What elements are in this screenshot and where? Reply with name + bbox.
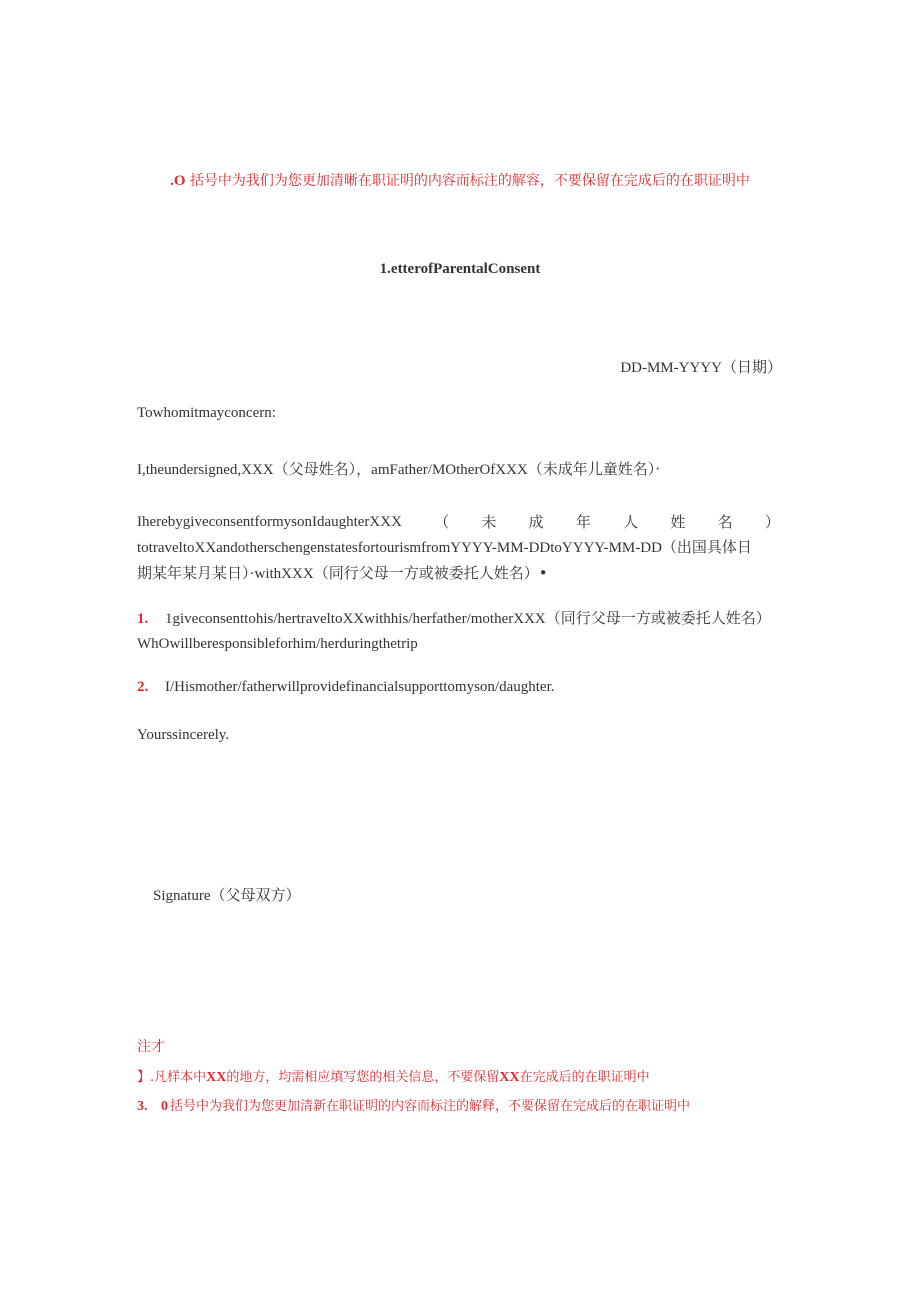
closing: Yourssincerely. xyxy=(137,727,230,743)
consent-line-3 xyxy=(137,561,780,587)
top-note-lead: .O xyxy=(170,173,186,189)
signature-cn: （父母双方） xyxy=(210,886,301,904)
note2-text: 括号中为我们为您更加清新在职证明的内容而标注的解释，不要保留在完成后的在职证明中 xyxy=(170,1099,691,1114)
signature-line xyxy=(153,884,301,905)
undersigned-part3: amFather/MOtherOfXXX xyxy=(371,462,528,478)
top-note-text: 括号中为我们为您更加清晰在职证明的内容而标注的解容，不要保留在完成后的在职证明中 xyxy=(189,173,750,189)
undersigned-part2: （父母姓名）， xyxy=(273,460,372,478)
list-item-2 xyxy=(137,679,555,696)
consent-line3-cn1: 期某年某月某日） xyxy=(137,564,250,582)
consent-paragraph xyxy=(137,510,780,587)
greeting: Towhomitmayconcern: xyxy=(137,405,276,421)
undersigned-part4: （未成年儿童姓名）· xyxy=(527,460,661,478)
note1-suffix: 在完成后的在职证明中 xyxy=(519,1070,650,1085)
consent-line1-en: IherebygiveconsentformysonIdaughterXXX xyxy=(137,514,402,530)
note1-xx1: XX xyxy=(206,1070,227,1085)
item1-line-2 xyxy=(137,632,787,657)
item1-en1: 1giveconsenttohis/hertraveltoXXwithhis/herfather/motherXXX xyxy=(165,611,546,627)
item2-number: 2. xyxy=(137,679,149,695)
consent-token: 人 xyxy=(623,513,639,531)
date-value: DD-MM-YYYY xyxy=(620,360,722,376)
consent-token: 年 xyxy=(575,513,591,531)
item2-text: I/Hismother/fatherwillprovidefinancialsupporttomyson/daughter. xyxy=(165,679,555,695)
note-2 xyxy=(137,1095,690,1115)
consent-token: ） xyxy=(764,513,780,531)
date-line xyxy=(620,356,782,377)
item1-cn: （同行父母一方或被委托人姓名） xyxy=(545,609,771,627)
signature-label: Signature xyxy=(153,888,211,904)
list-item-1 xyxy=(137,606,787,657)
consent-token: 未 xyxy=(481,513,497,531)
consent-line2-en: totraveltoXXandotherschengenstatesfortourismfromYYYY-MM-DDtoYYYY-MM-DD xyxy=(137,540,662,556)
document-title: 1.etterofParentalConsent xyxy=(379,261,541,277)
consent-token: 名 xyxy=(717,513,733,531)
note1-xx2: XX xyxy=(499,1070,520,1085)
item1-line-1 xyxy=(137,606,787,632)
date-label: （日期） xyxy=(721,358,782,376)
note1-prefix: 】.凡样本中 xyxy=(137,1070,207,1085)
item1-number: 1. xyxy=(137,611,149,627)
consent-line2-cn: （出国具体日 xyxy=(661,538,752,556)
item1-en2: WhOwillberesponsibleforhim/herduringthetrip xyxy=(137,636,418,652)
consent-line-2 xyxy=(137,535,780,561)
consent-token: 姓 xyxy=(670,513,686,531)
consent-line-1 xyxy=(137,510,780,535)
note-1 xyxy=(137,1066,650,1086)
consent-line3-en: ·withXXX xyxy=(249,566,314,582)
undersigned-part1: I,theundersigned,XXX xyxy=(137,462,274,478)
consent-line3-cn2: （同行父母一方或被委托人姓名）• xyxy=(313,564,548,582)
note1-middle: 的地方，均需相应填写您的相关信息，不要保留 xyxy=(226,1070,500,1085)
note2-number: 3. xyxy=(137,1099,148,1114)
consent-token: （ xyxy=(434,513,450,531)
notes-heading: 注才 xyxy=(137,1039,165,1055)
top-instruction-note xyxy=(0,170,920,190)
consent-token: 成 xyxy=(528,513,544,531)
note2-zero: 0 xyxy=(161,1099,168,1114)
undersigned-line xyxy=(137,458,660,479)
